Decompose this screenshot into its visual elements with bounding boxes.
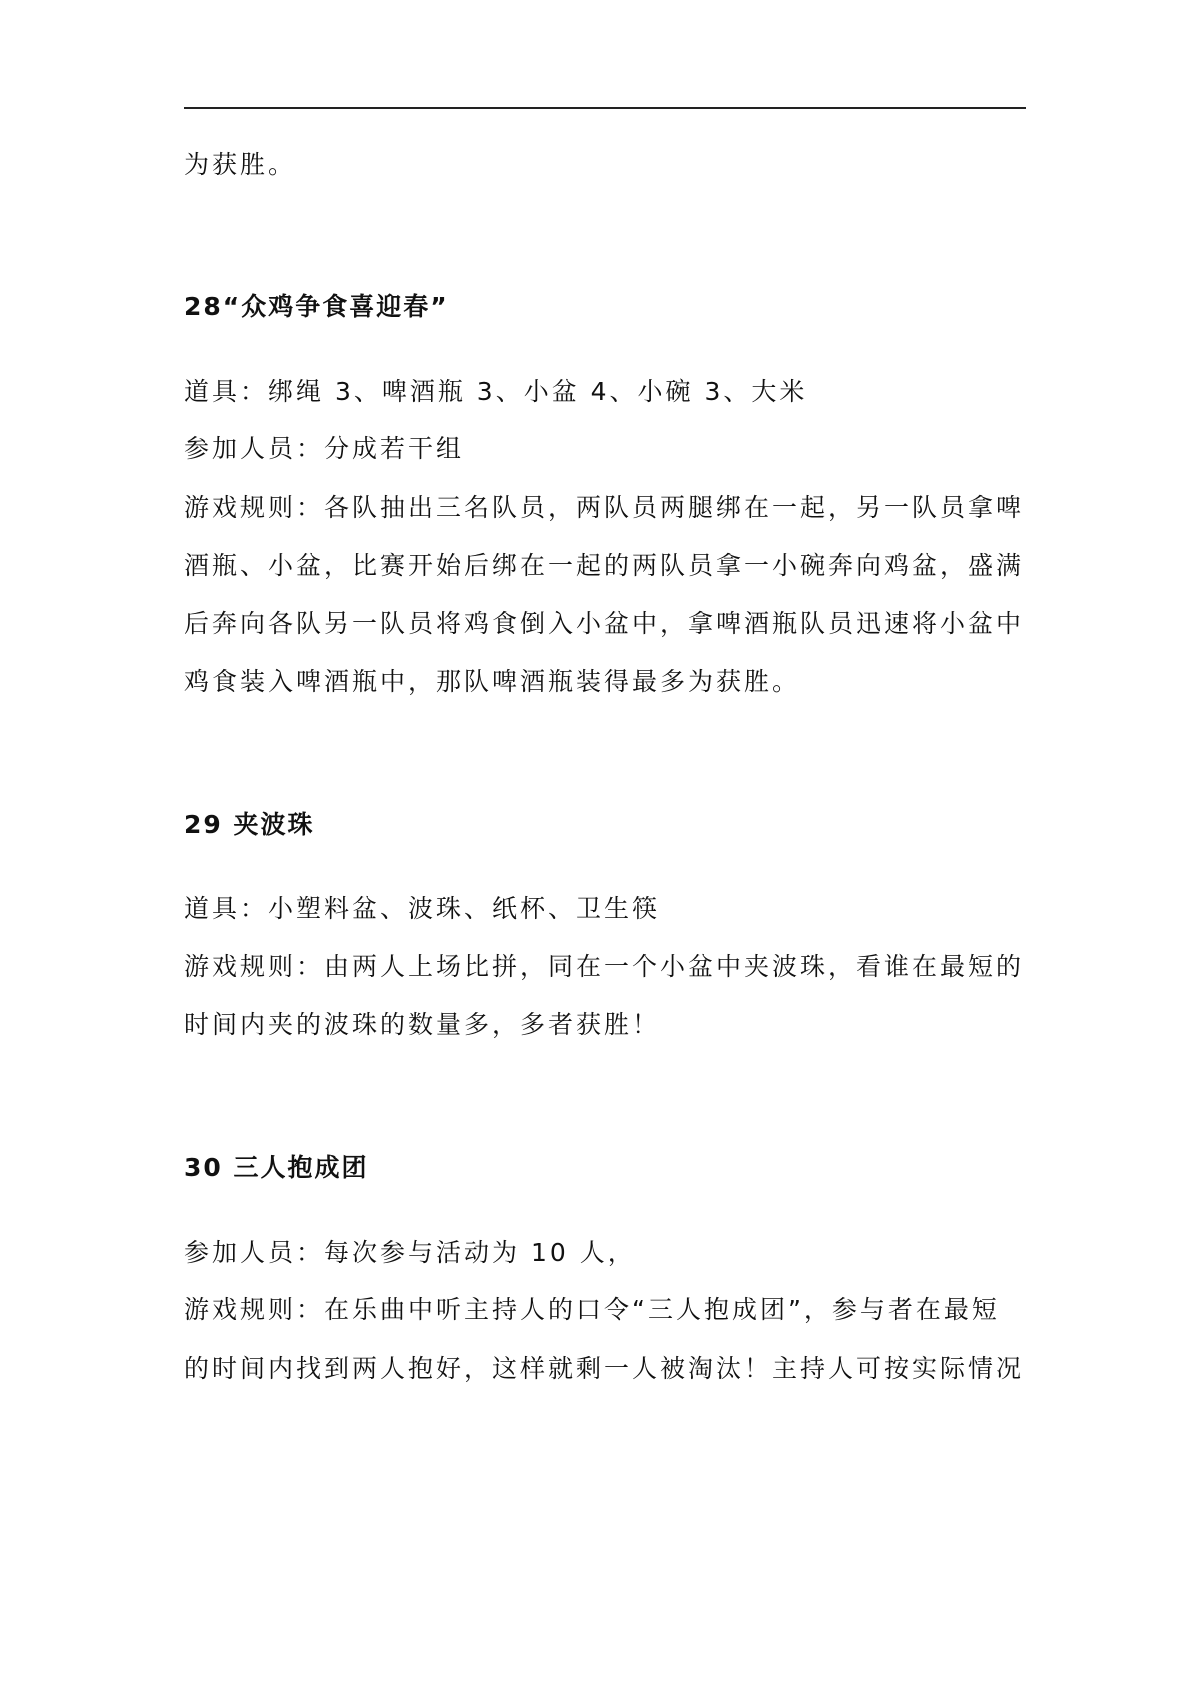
section-28-participants: 参加人员：分成若干组 [184,434,465,463]
section-30-rules-line: 游戏规则：在乐曲中听主持人的口令“三人抱成团”，参与者在最短 [184,1295,1000,1324]
header-rule [184,107,1026,109]
section-29-rules-line: 时间内夹的波珠的数量多，多者获胜！ [184,1010,661,1039]
section-30-rules-line: 的时间内找到两人抱好，这样就剩一人被淘汰！主持人可按实际情况 [184,1354,1025,1383]
section-29-props: 道具：小塑料盆、波珠、纸杯、卫生筷 [184,894,661,923]
section-29-rules-line: 游戏规则：由两人上场比拼，同在一个小盆中夹波珠，看谁在最短的 [184,952,1025,981]
section-title-30: 30 三人抱成团 [184,1153,369,1182]
section-30-participants: 参加人员：每次参与活动为 10 人， [184,1238,636,1267]
section-28-rules-line: 后奔向各队另一队员将鸡食倒入小盆中，拿啤酒瓶队员迅速将小盆中 [184,609,1025,638]
continuation-text: 为获胜。 [184,150,297,179]
section-28-rules-line: 酒瓶、小盆，比赛开始后绑在一起的两队员拿一小碗奔向鸡盆，盛满 [184,551,1025,580]
section-28-props: 道具：绑绳 3、啤酒瓶 3、小盆 4、小碗 3、大米 [184,377,808,406]
section-28-rules-line: 鸡食装入啤酒瓶中，那队啤酒瓶装得最多为获胜。 [184,667,801,696]
section-title-28: 28“众鸡争食喜迎春” [184,292,449,321]
section-28-rules-line: 游戏规则：各队抽出三名队员，两队员两腿绑在一起，另一队员拿啤 [184,493,1025,522]
section-title-29: 29 夹波珠 [184,810,315,839]
